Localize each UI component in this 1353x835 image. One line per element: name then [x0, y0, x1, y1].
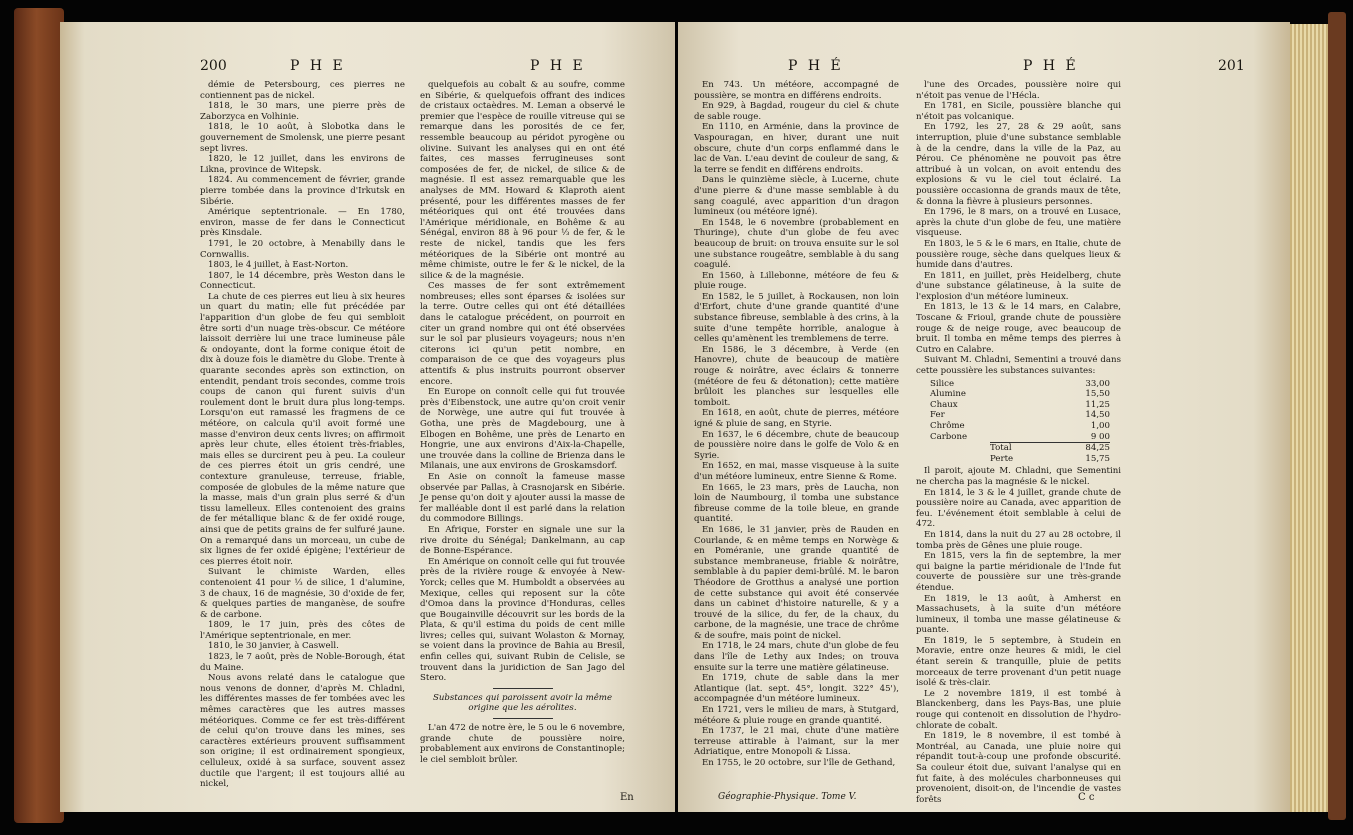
paragraph: 1791, le 20 octobre, à Menabilly dans le Cornwallis. — [200, 238, 405, 260]
footer-title: Géographie-Physique. Tome V. — [718, 792, 857, 802]
section-rule — [493, 688, 553, 689]
book-cover-right — [1328, 12, 1346, 820]
paragraph: 1809, le 17 juin, près des côtes de l'Amérique septentrionale, en mer. — [200, 620, 405, 641]
table-cell-name: Carbone — [930, 431, 968, 442]
paragraph: En 1618, en août, chute de pierres, météore igné & pluie de sang, en Styrie. — [694, 408, 899, 429]
paragraph: 1820, le 12 juillet, dans les environs de Likna, province de Witepsk. — [200, 154, 405, 175]
book-cover-left — [14, 8, 64, 823]
paragraph: 1807, le 14 décembre, près Weston dans le Connecticut. — [200, 270, 405, 292]
paragraph: En 1560, à Lillebonne, météore de feu & pluie rouge. — [694, 270, 899, 292]
left-column-1 — [200, 80, 405, 790]
analysis-table — [930, 379, 1110, 465]
page-number-left: 200 — [200, 58, 227, 74]
paragraph: En 1811, en juillet, près Heidelberg, chute d'une substance gélatineuse, à la suite de l'explosion d'un météore lumineux. — [916, 270, 1121, 302]
paragraph: 1818, le 10 août, à Slobotka dans le gouvernement de Smolensk, une pierre pesant sept livres. — [200, 122, 405, 154]
table-cell-value: 9 00 — [1090, 431, 1110, 442]
paragraph: 1810, le 30 janvier, à Caswell. — [208, 641, 339, 652]
section-heading: Substances qui paroissent avoir la même origine que les aérolites. — [432, 692, 613, 714]
table-loss-row — [990, 454, 1110, 465]
table-row — [930, 400, 1110, 411]
paragraph: En Amérique on connoît celle qui fut trouvée près de la rivière rouge & envoyée à New-Yorck; celles que M. Humboldt a observées au Mexique, celles qui reposent sur la côte d'Omoa dans la province d'Honduras, celles que Bougainville découvrit sur les bords de la Plata, & qu'il estima du poids de cent mille livres; celles qui, suivant Wolaston & Mornay, se voient dans la province de Bahia au Bresil, enfin celles qui, suivant Rubin de Celisle, se trouvent dans la juridiction de San Jago del Stero. — [420, 556, 625, 684]
page-number-right: 201 — [1218, 58, 1245, 74]
paragraph: En 1796, le 8 mars, on a trouvé en Lusace, après la chute d'un globe de feu, une matière visqueuse. — [916, 207, 1121, 239]
table-cell-name: Perte — [990, 453, 1014, 464]
table-total-row — [990, 442, 1110, 454]
table-cell-value: 33,00 — [1085, 378, 1110, 389]
paragraph: Suivant le chimiste Warden, elles contenoient 41 pour ⅓ de silice, 1 d'alumine, 3 de chaux, 16 de magnésie, 30 d'oxide de fer, & quelques parties de manganèse, de soufre & de carbone. — [200, 567, 405, 620]
left-column-2 — [420, 80, 625, 765]
paragraph: Dans le quinzième siècle, à Lucerne, chute d'une pierre & d'une masse semblable à du sang coagulé, avec apparition d'un dragon lumineux (ou météore igné). — [694, 175, 899, 218]
paragraph: En 1819, le 5 septembre, à Studein en Moravie, entre onze heures & midi, le ciel étant serein & tranquille, pluie de petits morceaux de terre provenant d'un petit nuage isolé & très-clair. — [916, 635, 1121, 689]
paragraph: En 1755, le 20 octobre, sur l'île de Gethand, — [702, 758, 896, 768]
paragraph: Amérique septentrionale. — En 1780, environ, masse de fer dans le Connecticut près Kinsdale. — [200, 207, 405, 239]
paragraph: En 929, à Bagdad, rougeur du ciel & chute de sable rouge. — [694, 101, 899, 122]
table-row — [930, 379, 1110, 390]
running-head-right-1: P H É — [788, 58, 844, 74]
paragraph: Ces masses de fer sont extrêmement nombreuses; elles sont éparses & isolées sur la terre. Outre celles qui ont été détaillées dans le catalogue précédent, on pourroit en citer un grand nombre qui ont été observées sur le sol par plusieurs voyageurs; nous n'en citerons ici qu'un petit nombre, en comparaison de ce que des voyageurs plus attentifs & plus instruits pourront observer encore. — [420, 281, 625, 387]
paragraph: 1823, le 7 août, près de Noble-Borough, état du Maine. — [200, 652, 405, 673]
paragraph: Suivant M. Chladni, Sementini a trouvé dans cette poussière les substances suivantes: — [916, 355, 1121, 377]
table-cell-value: 14,50 — [1085, 410, 1110, 421]
paragraph: En 1803, le 5 & le 6 mars, en Italie, chute de poussière rouge, sèche dans quelques lieux & humide dans d'autres. — [916, 238, 1121, 271]
table-cell-value: 84,25 — [1085, 443, 1110, 454]
paragraph: 1818, le 30 mars, une pierre près de Zaborzyca en Volhinie. — [200, 101, 405, 122]
right-column-2-after — [916, 466, 1121, 805]
paragraph: l'une des Orcades, poussière noire qui n'étoit pas venue de l'Hécla. — [916, 80, 1121, 101]
paragraph: 1824. Au commencement de février, grande pierre tombée dans la province d'Irkutsk en Sibérie. — [200, 175, 405, 207]
right-column-1 — [694, 80, 899, 769]
paragraph: En Afrique, Forster en signale une sur la rive droite du Sénégal; Dankelmann, au cap de Bonne-Espérance. — [420, 524, 625, 557]
paragraph: Il paroit, ajoute M. Chladni, que Sementini ne chercha pas la magnésie & le nickel. — [916, 466, 1121, 487]
running-head-left: P H E — [290, 58, 346, 74]
table-cell-name: Chrôme — [930, 421, 965, 431]
paragraph: En Asie on connoît la fameuse masse observée par Pallas, à Crasnojarsk en Sibérie. Je pense qu'on doit y ajouter aussi la masse de fer malléable dont il est parlé dans la relation du commodore Billings. — [420, 471, 625, 525]
right-column-2 — [916, 80, 1121, 805]
paragraph: En 1652, en mai, masse visqueuse à la suite d'un météore lumineux, entre Sienne & Rome. — [694, 461, 899, 482]
table-cell-name: Chaux — [930, 399, 958, 410]
left-column-2-body — [420, 80, 625, 684]
paragraph: Nous avons relaté dans le catalogue que nous venons de donner, d'après M. Chladni, les différentes masses de fer tombées avec les mêmes caractères que les autres masses météoriques. Comme ce fer est très-différent de celui qu'on trouve dans les mines, ses caractères extérieurs prouvent suffisamment son origine; il est ordinairement spongieux, celluleux, oxidé à sa surface, souvent assez ductile que l'argent; il est toujours allié au nickel, — [200, 673, 405, 790]
paragraph: En 1586, le 3 décembre, à Verde (en Hanovre), chute de beaucoup de matière rouge & noirâtre, avec éclairs & tonnerre (météore de feu & détonation); cette matière brûloit les planches sur lesquelles elle tomboit. — [694, 344, 899, 408]
paragraph: démie de Petersbourg, ces pierres ne contiennent pas de nickel. — [200, 80, 405, 101]
paragraph-472: L'an 472 de notre ère, le 5 ou le 6 novembre, grande chute de poussière noire, probablement aux environs de Constantinople; le ciel sembloit brûler. — [420, 723, 625, 765]
table-cell-name: Total — [990, 443, 1012, 454]
table-row — [930, 389, 1110, 400]
paragraph: En 1814, dans la nuit du 27 au 28 octobre, il tomba près de Gênes une pluie rouge. — [916, 529, 1121, 551]
paragraph: En 1792, les 27, 28 & 29 août, sans interruption, pluie d'une substance semblable à de la cendre, dans la ville de la Paz, au Pérou. Ce phénomène ne pouvoit pas être attribué à un volcan, on avoit entendu des explosions & vu le ciel tout éclairé. La poussière occasionna de grands maux de tête, & donna la fièvre à plusieurs personnes. — [916, 122, 1121, 207]
running-head-left-2: P H E — [530, 58, 586, 74]
paragraph: quelquefois au cobalt & au soufre, comme en Sibérie, & quelquefois offrant des indices de cristaux octaèdres. M. Leman a observé le premier que l'espèce de rouille vitreuse qui se remarque dans les porosités de ce fer, ressemble beaucoup au péridot pyrogène ou olivine. Suivant les analyses qui en ont été faites, ces masses ferrugineuses sont composées de fer, de nickel, de silice & de magnésie. Il est assez remarquable que les analyses de MM. Howard & Klaproth aient présenté, pour les différentes masses de fer météoriques qui ont été trouvées dans l'Amérique méridionale, en Bohême & au Sénégal, environ 88 à 96 pour ⅓ de fer, & le reste de nickel, tandis que les fers météoriques de la Sibérie ont montré au même chimiste, outre le fer & le nickel, de la silice & de la magnésie. — [420, 80, 625, 281]
paragraph: En 1548, le 6 novembre (probablement en Thuringe), chute d'un globe de feu avec beaucoup de bruit: on trouva ensuite sur le sol une substance rougeâtre, semblable à du sang coagulé. — [694, 217, 899, 271]
left-page — [60, 22, 675, 812]
paragraph: En 1819, le 8 novembre, il est tombé à Montréal, au Canada, une pluie noire qui répandit tout-à-coup une profonde obscurité. Sa couleur étoit due, suivant l'analyse qui en fut faite, à des molécules charbonneuses qui provenoient, disoit-on, de l'incendie de vastes forêts — [916, 731, 1121, 805]
paragraph: Le 2 novembre 1819, il est tombé à Blanckenberg, dans les Pays-Bas, une pluie rouge qui contenoit en dissolution de l'hydro-chlorate de cobalt. — [916, 688, 1121, 731]
paragraph: En 1781, en Sicile, poussière blanche qui n'étoit pas volcanique. — [916, 101, 1121, 122]
signature-mark: C c — [1078, 792, 1095, 803]
catchword: En — [620, 792, 634, 803]
paragraph: En 1814, le 3 & le 4 juillet, grande chute de poussière noire au Canada, avec apparition de feu. L'événement étoit semblable à celui de 472. — [916, 487, 1121, 530]
table-cell-value: 15,75 — [1085, 453, 1110, 464]
table-cell-value: 1,00 — [1090, 421, 1110, 431]
paragraph: En 1582, le 5 juillet, à Rockausen, non loin d'Erfort, chute d'une grande quantité d'une substance fibreuse, semblable à des crins, à la suite d'une tempête horrible, analogue à celles qu'amènent les tremblemens de terre. — [694, 291, 899, 345]
paragraph: 1803, le 4 juillet, à East-Norton. — [208, 260, 349, 271]
paragraph: En 1721, vers le milieu de mars, à Stutgard, météore & pluie rouge en grande quantité. — [694, 705, 899, 726]
right-column-2-body — [916, 80, 1121, 377]
page-edges — [1290, 24, 1330, 812]
right-page — [678, 22, 1290, 812]
table-row — [930, 421, 1110, 432]
paragraph: En 1110, en Arménie, dans la province de Vaspouragan, en hiver, durant une nuit obscure, chute d'un corps enflammé dans le lac de Van. L'eau devint de couleur de sang, & la terre se fendit en différens endroits. — [694, 122, 899, 175]
table-cell-name: Fer — [930, 410, 945, 421]
paragraph: En 1686, le 31 janvier, près de Rauden en Courlande, & en même temps en Norwège & en Poméranie, une grande quantité de substance membraneuse, friable & noirâtre, semblable à du papier demi-brûlé. M. le baron Théodore de Grotthus a analysé une portion de cette substance qui avoit été conservée dans un cabinet d'histoire naturelle, & y a trouvé de la silice, du fer, de la chaux, du carbone, de la magnésie, une trace de chrôme & de soufre, mais point de nickel. — [694, 524, 899, 641]
paragraph: En 1665, le 23 mars, près de Laucha, non loin de Naumbourg, il tomba une substance fibreuse comme de la toile bleue, en grande quantité. — [694, 482, 899, 525]
section-rule-2 — [493, 718, 553, 719]
table-cell-value: 15,50 — [1085, 389, 1110, 400]
paragraph: En 1819, le 13 août, à Amherst en Massachusets, à la suite d'un météore lumineux, il tomba une masse gélatineuse & puante. — [916, 593, 1121, 636]
table-cell-name: Alumine — [930, 389, 967, 400]
table-row — [930, 432, 1110, 443]
paragraph: En 1719, chute de sable dans la mer Atlantique (lat. sept. 45°, longit. 322° 45'), accompagnée d'un météore lumineux. — [694, 673, 899, 705]
paragraph: En 1637, le 6 décembre, chute de beaucoup de poussière noire dans le golfe de Volo & en Syrie. — [694, 429, 899, 461]
paragraph: En 1815, vers la fin de septembre, la mer qui baigne la partie méridionale de l'Inde fut couverte de poussière sur une très-grande étendue. — [916, 551, 1121, 593]
paragraph: En 743. Un météore, accompagné de poussière, se montra en différens endroits. — [694, 80, 899, 101]
table-cell-name: Silice — [930, 378, 955, 389]
table-row — [930, 410, 1110, 421]
paragraph: En 1718, le 24 mars, chute d'un globe de feu dans l'île de Lethy aux Indes; on trouva ensuite sur la terre une matière gélatineuse. — [694, 641, 899, 673]
table-cell-value: 11,25 — [1085, 399, 1110, 410]
paragraph: En Europe on connoît celle qui fut trouvée près d'Eibenstock, une autre qu'on croit venir de Norwège, une autre qui fut trouvée à Gotha, une près de Magdebourg, une à Elbogen en Bohême, une près de Lenarto en Hongrie, une aux environs d'Aix-la-Chapelle, une trouvée dans la colline de Brienza dans le Milanais, une aux environs de Groskamsdorf. — [420, 387, 625, 472]
paragraph: En 1813, le 13 & le 14 mars, en Calabre, Toscane & Frioul, grande chute de poussière rouge & de neige rouge, avec beaucoup de bruit. Il tomba en même temps des pierres à Cutro en Calabre. — [916, 302, 1121, 355]
paragraph: En 1737, le 21 mai, chute d'une matière terreuse attirable à l'aimant, sur la mer Adriatique, entre Monopoli & Lissa. — [694, 726, 899, 758]
paragraph: La chute de ces pierres eut lieu à six heures un quart du matin; elle fut précédée par l'apparition d'un globe de feu qui sembloit être sorti d'un nuage très-obscur. Ce météore laissoit derrière lui une trace lumineuse pâle & ondoyante, dont la forme conique étoit de dix à douze fois le diamètre du Globe. Trente à quarante secondes après son extinction, on entendit, pendant trois secondes, comme trois coups de canon qui furent suivis d'un roulement dont le bruit dura plus long-temps. Lorsqu'on eut ramassé les fragmens de ce météore, on calcula qu'il avoit formé une masse d'environ deux cents livres; on affirmoit après leur chute, elles étoient très-friables, mais elles se durcirent peu à peu. La couleur de ces pierres étoit un gris cendré, une contexture granuleuse, terreuse, friable, composée de globules de la même nature que la masse, mais d'un grain plus serré & d'un tissu lamelleux. Elles contenoient des grains de fer métallique blanc & de fer oxidé rouge, ainsi que de petits grains de fer sulfuré jaune. On a remarqué dans un morceau, un cube de six lignes de fer oxidé épigène; l'extérieur de ces pierres étoit noir. — [200, 291, 405, 567]
running-head-right-2: P H É — [1023, 58, 1079, 74]
